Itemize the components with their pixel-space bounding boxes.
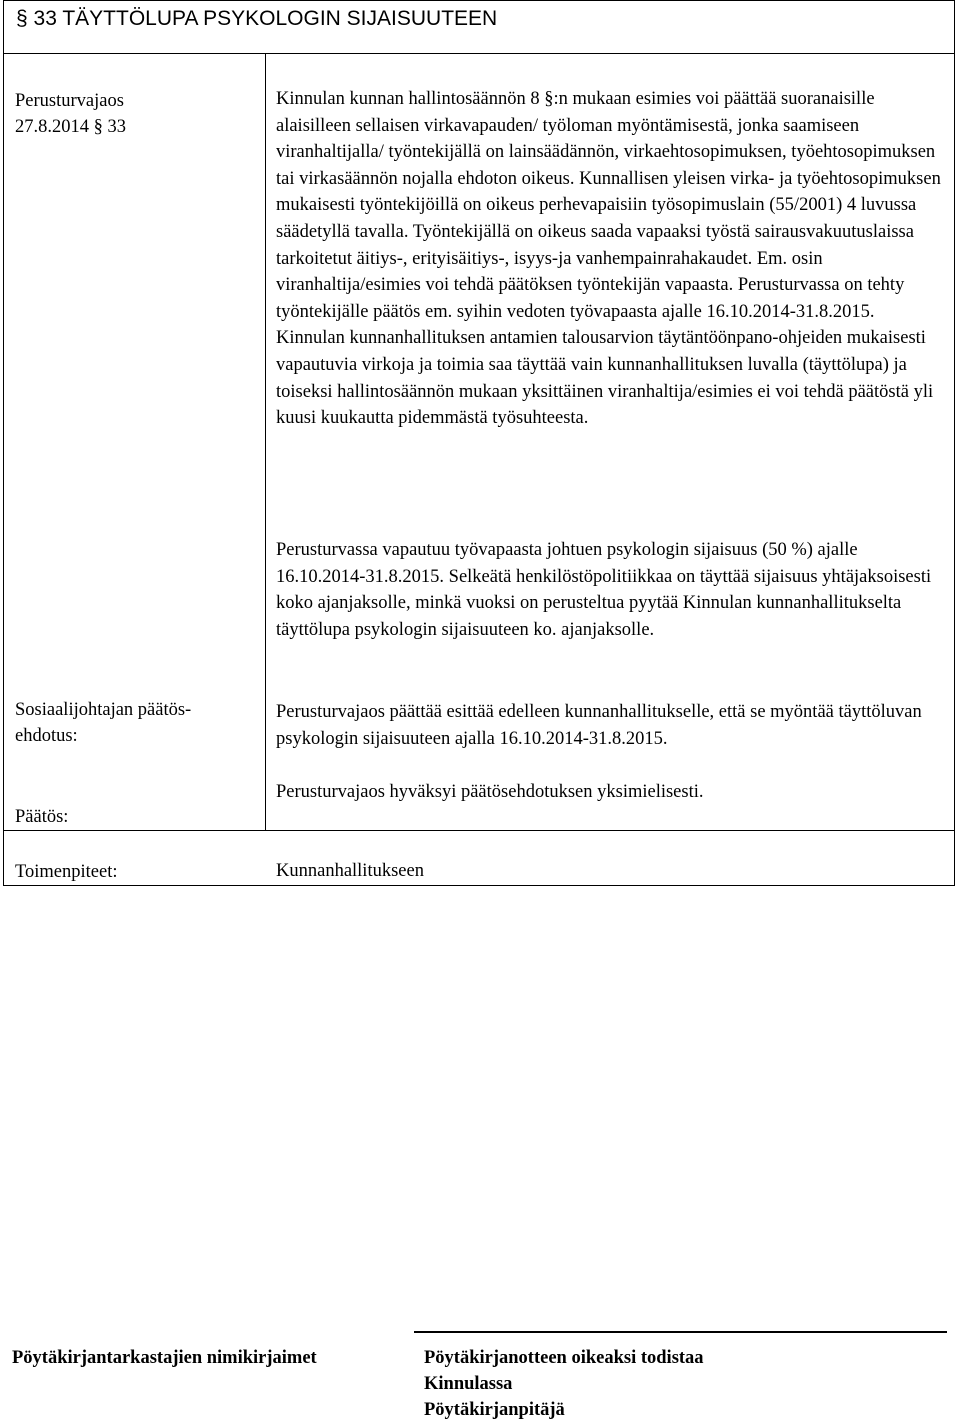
minutes-table: [3, 0, 955, 886]
background-paragraph-1: Kinnulan kunnan hallintosäännön 8 §:n mukaan esimies voi päättää suoranaisille alaisilleen sellaisen virkavapauden/ työloman myöntämisestä, jonka saamiseen viranhaltijalla/ työntekijällä on lainsäädännön, virkaehtosopimuksen, työehtosopimuksen tai virkasäännön nojalla ehdoton oikeus. Kunnallisen yleisen virka- ja työehtosopimuksen mukaisesti työntekijöillä on oikeus perhevapaisiin työsopimuslain (55/2001) 4 luvussa säädetyllä tavalla. Työntekijällä on oikeus saada vapaaksi työstä sairausvakuutuslaissa tarkoitetut äitiys-, erityisäitiys-, isyys-ja vanhempainrahakaudet. Em. osin viranhaltija/esimies voi tehdä päätöksen työntekijän vapaasta. Perusturvassa on tehty työntekijälle päätös em. syihin vedoten työvapaasta ajalle 16.10.2014-31.8.2015.: [276, 89, 941, 322]
section-title: § 33 TÄYTTÖLUPA PSYKOLOGIN SIJAISUUTEEN: [16, 7, 498, 30]
proposal-text: Perusturvajaos päättää esittää edelleen kunnanhallitukselle, että se myöntää täyttöluvan psykologin sijaisuuteen ajalla 16.10.2014-31.8.2015.: [276, 702, 922, 749]
row-divider: [4, 830, 954, 831]
meeting-label: Perusturvajaos 27.8.2014 § 33: [15, 91, 126, 137]
decision-label: Päätös:: [15, 807, 69, 827]
decision-text: Perusturvajaos hyväksyi päätösehdotuksen yksimielisesti.: [276, 782, 704, 802]
background-text: [276, 86, 946, 432]
actions-label: Toimenpiteet:: [15, 862, 118, 882]
justification-text: [276, 537, 946, 643]
background-paragraph-2: Kinnulan kunnanhallituksen antamien talousarvion täytäntöönpano-ohjeiden mukaisesti vapautuvia virkoja ja toimia saa täyttää vain kunnanhallituksen luvalla (täyttölupa) ja toiseksi hallintosäännön mukaan yksittäinen viranhaltija/esimies ei voi tehdä päätöstä yli kuusi kuukautta pidemmästä työsuhteesta.: [276, 328, 934, 429]
proposal-label: Sosiaalijohtajan päätös- ehdotus:: [15, 700, 192, 746]
section-header: [4, 1, 954, 54]
signature-rule: [414, 1331, 947, 1333]
footer-initials: Pöytäkirjantarkastajien nimikirjaimet: [12, 1348, 317, 1368]
column-divider: [265, 54, 266, 831]
justification-paragraph: Perusturvassa vapautuu työvapaasta johtuen psykologin sijaisuus (50 %) ajalle 16.10.2014-31.8.2015. Selkeätä henkilöstöpolitiikkaa on täyttää sijaisuus yhtäjaksoisesti koko ajanjaksolle, minkä vuoksi on perusteltua pyytää Kinnulan kunnanhallitukselta täyttölupa psykologin sijaisuuteen ko. ajanjaksolle.: [276, 540, 932, 640]
footer-secretary: Pöytäkirjanpitäjä: [424, 1400, 565, 1420]
actions-text: Kunnanhallitukseen: [276, 861, 424, 881]
footer-place: Kinnulassa: [424, 1374, 513, 1394]
footer-certification: Pöytäkirjanotteen oikeaksi todistaa: [424, 1348, 704, 1368]
